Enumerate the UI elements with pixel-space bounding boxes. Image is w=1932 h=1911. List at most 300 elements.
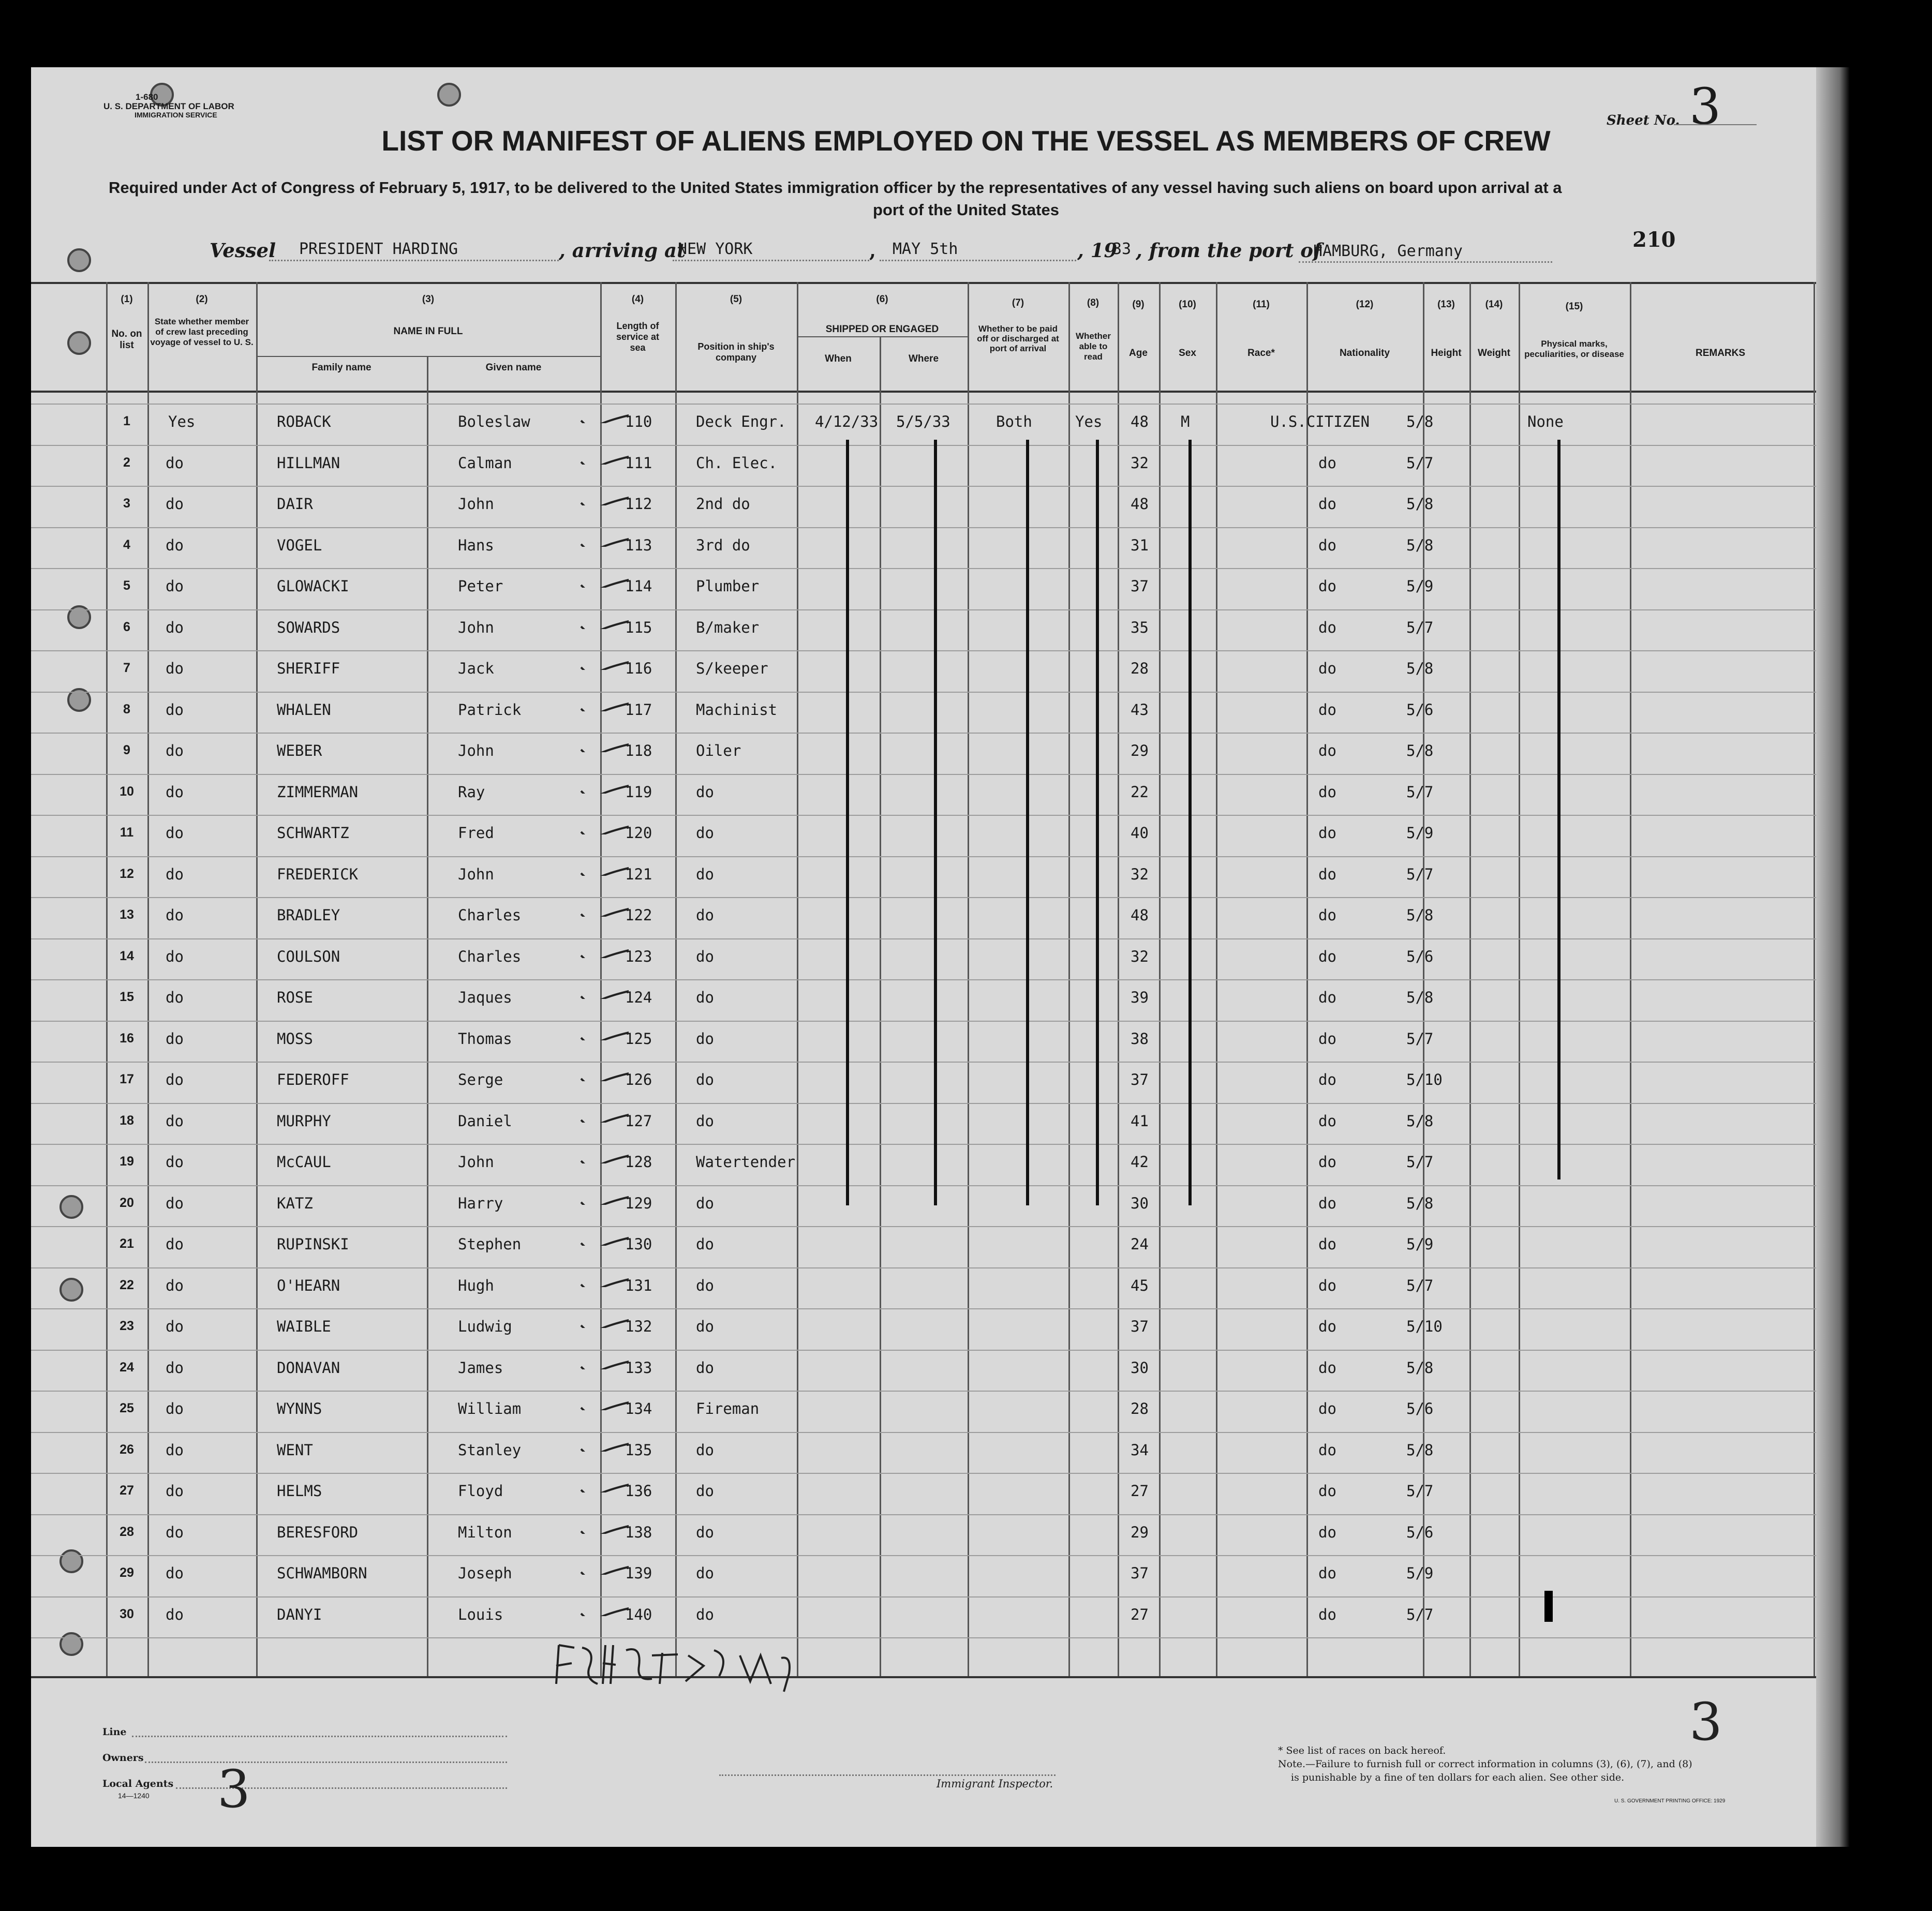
age: 43 [1131, 701, 1149, 719]
service-length: 116 [625, 660, 652, 677]
family-name: SHERIFF [277, 660, 340, 677]
nationality: do [1318, 1071, 1336, 1088]
given-name: Floyd [458, 1482, 503, 1500]
height: 5/7 [1406, 1277, 1434, 1294]
col-11-number: (11) [1253, 299, 1270, 310]
height: 5/7 [1406, 1482, 1434, 1500]
check-mark [572, 485, 629, 505]
check-mark [572, 1184, 629, 1205]
age: 32 [1131, 454, 1149, 472]
col-15-header: Physical marks, peculiarities, or disease [1524, 339, 1624, 359]
check-mark [572, 1513, 629, 1534]
family-name: BRADLEY [277, 906, 340, 924]
position: do [696, 783, 714, 801]
col-1-header: No. on list [111, 329, 142, 351]
age: 48 [1131, 906, 1149, 924]
ditto-line-marks [1557, 440, 1561, 1180]
given-name: Serge [458, 1071, 503, 1088]
previous-voyage: do [166, 1277, 184, 1294]
family-name: SOWARDS [277, 619, 340, 636]
arrival-port: NEW YORK [678, 240, 753, 258]
position: do [696, 1359, 714, 1377]
given-name: Louis [458, 1606, 503, 1623]
family-name: GLOWACKI [277, 577, 349, 595]
col-8-header: Whether able to read [1076, 331, 1111, 362]
nationality: do [1318, 1195, 1336, 1212]
position: Machinist [696, 701, 778, 719]
sheet-label: Sheet No. [1607, 113, 1680, 128]
col-10-number: (10) [1179, 299, 1196, 310]
row-rule [31, 1062, 1816, 1063]
check-mark [572, 814, 629, 834]
row-number: 15 [120, 990, 134, 1004]
row-rule [31, 1432, 1816, 1433]
service-length: 138 [625, 1524, 652, 1541]
previous-voyage: do [166, 948, 184, 965]
nationality: do [1318, 1030, 1336, 1048]
position: Deck Engr. [696, 413, 786, 430]
previous-voyage: do [166, 865, 184, 883]
family-name: VOGEL [277, 536, 322, 554]
col-13-number: (13) [1437, 299, 1455, 310]
owners-field[interactable] [145, 1761, 507, 1763]
family-name: ROBACK [277, 413, 331, 430]
sex: M [1181, 413, 1190, 430]
service-length: 118 [625, 742, 652, 759]
ditto-line-when [846, 440, 849, 1205]
given-name: Charles [458, 906, 522, 924]
row-rule [31, 856, 1816, 857]
previous-voyage: do [166, 742, 184, 759]
row-number: 20 [120, 1196, 134, 1210]
given-name: Boleslaw [458, 413, 530, 430]
previous-voyage: do [166, 454, 184, 472]
height: 5/10 [1406, 1071, 1443, 1088]
previous-voyage: do [166, 1318, 184, 1335]
height: 5/9 [1406, 1564, 1434, 1582]
given-name: Patrick [458, 701, 522, 719]
family-name: SCHWAMBORN [277, 1564, 367, 1582]
previous-voyage: do [166, 783, 184, 801]
given-name: Hans [458, 536, 494, 554]
col-13-header: Height [1431, 348, 1462, 359]
nationality: do [1318, 1318, 1336, 1335]
corner-mark: 3 [1689, 1692, 1722, 1752]
service-length: 129 [625, 1195, 652, 1212]
age: 27 [1131, 1482, 1149, 1500]
position: B/maker [696, 619, 760, 636]
row-rule [31, 609, 1816, 610]
age: 45 [1131, 1277, 1149, 1294]
previous-voyage: do [166, 989, 184, 1006]
family-name: WYNNS [277, 1400, 322, 1417]
col-2-header: State whether member of crew last preceding voyage of vessel to U. S. [150, 317, 254, 347]
check-mark [572, 691, 629, 711]
previous-voyage: do [166, 824, 184, 842]
col-14-number: (14) [1485, 299, 1503, 310]
inspector-signature-line[interactable] [719, 1774, 1056, 1776]
row-rule [31, 1555, 1816, 1556]
vessel-name: PRESIDENT HARDING [299, 240, 458, 258]
inspector-initials-scribble [548, 1635, 818, 1697]
row-rule [31, 650, 1816, 651]
position: Plumber [696, 577, 760, 595]
position: do [696, 1277, 714, 1294]
subheader-divider [797, 336, 968, 337]
family-name: SCHWARTZ [277, 824, 349, 842]
nationality: do [1318, 1359, 1336, 1377]
height: 5/8 [1406, 1195, 1434, 1212]
height: 5/7 [1406, 1606, 1434, 1623]
check-mark [572, 444, 629, 465]
given-name: William [458, 1400, 522, 1417]
check-mark [572, 896, 629, 917]
service-length: 114 [625, 577, 652, 595]
age: 48 [1131, 413, 1149, 430]
height: 5/8 [1406, 1359, 1434, 1377]
date-comma: , [869, 239, 876, 262]
check-mark [572, 1390, 629, 1410]
nationality: do [1318, 742, 1336, 759]
row-rule [31, 1514, 1816, 1515]
check-mark [572, 1143, 629, 1163]
col-5-header: Position in ship's company [697, 341, 775, 363]
sheet-number: 3 [1689, 78, 1721, 136]
previous-voyage: do [166, 619, 184, 636]
nationality: do [1318, 906, 1336, 924]
row-number: 6 [123, 620, 130, 634]
row-rule [31, 1021, 1816, 1022]
check-mark [572, 1472, 629, 1492]
form-number: 1-680 [136, 92, 158, 102]
previous-voyage: do [166, 1030, 184, 1048]
col-5-number: (5) [730, 294, 742, 305]
previous-voyage: do [166, 1071, 184, 1088]
row-rule [31, 979, 1816, 980]
col-4-number: (4) [631, 294, 644, 305]
check-mark [572, 608, 629, 629]
col-6a-header: When [825, 353, 852, 364]
position: do [696, 1606, 714, 1623]
position: do [696, 948, 714, 965]
line-label: Line [102, 1726, 127, 1738]
age: 27 [1131, 1606, 1149, 1623]
height: 5/7 [1406, 1030, 1434, 1048]
check-mark [572, 1431, 629, 1452]
given-name: Calman [458, 454, 512, 472]
height: 5/9 [1406, 824, 1434, 842]
row-number: 29 [120, 1565, 134, 1580]
age: 39 [1131, 989, 1149, 1006]
age: 28 [1131, 660, 1149, 677]
paid-off: Both [996, 413, 1032, 430]
height: 5/8 [1406, 1441, 1434, 1459]
row-number: 4 [123, 538, 130, 552]
service-length: 126 [625, 1071, 652, 1088]
row-rule [31, 1144, 1816, 1145]
table-bottom-border [31, 1676, 1816, 1678]
height: 5/8 [1406, 906, 1434, 924]
age: 41 [1131, 1112, 1149, 1130]
position: do [696, 1482, 714, 1500]
row-rule [31, 774, 1816, 775]
nationality: do [1318, 865, 1336, 883]
row-number: 8 [123, 702, 130, 716]
service-length: 128 [625, 1153, 652, 1171]
row-number: 14 [120, 949, 134, 963]
given-name: John [458, 1153, 494, 1171]
position: 2nd do [696, 495, 750, 513]
given-name: John [458, 619, 494, 636]
given-name: Jack [458, 660, 494, 677]
nationality: do [1318, 1235, 1336, 1253]
family-name: HELMS [277, 1482, 322, 1500]
line-field[interactable] [132, 1736, 507, 1737]
service-length: 132 [625, 1318, 652, 1335]
family-name: COULSON [277, 948, 340, 965]
ditto-line-sex [1188, 440, 1192, 1205]
check-mark [572, 773, 629, 794]
position: Oiler [696, 742, 741, 759]
nationality: do [1318, 454, 1336, 472]
nationality: do [1318, 536, 1336, 554]
given-name: Peter [458, 577, 503, 595]
given-name: John [458, 495, 494, 513]
service-length: 120 [625, 824, 652, 842]
column-divider [880, 336, 881, 1676]
stamp-number: 210 [1632, 228, 1676, 252]
given-name: Milton [458, 1524, 512, 1541]
service-length: 136 [625, 1482, 652, 1500]
nationality: do [1318, 660, 1336, 677]
position: do [696, 1071, 714, 1088]
height: 5/8 [1406, 742, 1434, 759]
family-name: McCAUL [277, 1153, 331, 1171]
age: 29 [1131, 742, 1149, 759]
family-name: DONAVAN [277, 1359, 340, 1377]
family-name: WEBER [277, 742, 322, 759]
service-length: 110 [625, 413, 652, 430]
given-name: Joseph [458, 1564, 512, 1582]
subtitle-line-2: port of the United States [873, 201, 1059, 219]
age: 37 [1131, 577, 1149, 595]
row-number: 13 [120, 907, 134, 922]
given-name: Jaques [458, 989, 512, 1006]
row-rule [31, 568, 1816, 569]
row-number: 7 [123, 661, 130, 675]
vessel-label: Vessel [210, 239, 276, 262]
previous-voyage: do [166, 1195, 184, 1212]
height: 5/8 [1406, 660, 1434, 677]
service-label: IMMIGRATION SERVICE [135, 111, 217, 119]
previous-voyage: do [166, 1524, 184, 1541]
position: do [696, 989, 714, 1006]
check-mark [572, 937, 629, 958]
family-name: FEDEROFF [277, 1071, 349, 1088]
departure-port: HAMBURG, Germany [1313, 242, 1463, 260]
nationality: do [1318, 495, 1336, 513]
owners-label: Owners [102, 1752, 144, 1764]
nationality: U.S.CITIZEN [1270, 413, 1370, 430]
column-divider [427, 356, 428, 1676]
position: Watertender [696, 1153, 796, 1171]
penalty-note-1: Note.—Failure to furnish full or correct information in columns (3), (6), (7), and (8) [1278, 1758, 1692, 1770]
age: 30 [1131, 1359, 1149, 1377]
family-name: WAIBLE [277, 1318, 331, 1335]
service-length: 125 [625, 1030, 652, 1048]
position: do [696, 824, 714, 842]
service-length: 119 [625, 783, 652, 801]
row-rule [31, 1226, 1816, 1227]
age: 37 [1131, 1564, 1149, 1582]
shipped-where: 5/5/33 [896, 413, 950, 430]
given-name: Daniel [458, 1112, 512, 1130]
given-name: Stanley [458, 1441, 522, 1459]
row-rule [31, 445, 1816, 446]
given-name: Harry [458, 1195, 503, 1212]
check-mark [572, 526, 629, 547]
service-length: 139 [625, 1564, 652, 1582]
row-rule [31, 692, 1816, 693]
height: 5/8 [1406, 413, 1434, 430]
previous-voyage: do [166, 906, 184, 924]
col-3a-header: Family name [311, 362, 371, 373]
row-number: 10 [120, 784, 134, 799]
family-name: FREDERICK [277, 865, 359, 883]
previous-voyage: do [166, 1235, 184, 1253]
age: 24 [1131, 1235, 1149, 1253]
age: 48 [1131, 495, 1149, 513]
previous-voyage: do [166, 1400, 184, 1417]
check-mark [572, 1349, 629, 1369]
previous-voyage: Yes [168, 413, 196, 430]
row-rule [31, 1185, 1816, 1186]
nationality: do [1318, 1564, 1336, 1582]
nationality: do [1318, 1524, 1336, 1541]
age: 22 [1131, 783, 1149, 801]
previous-voyage: do [166, 1482, 184, 1500]
check-mark [572, 1266, 629, 1287]
nationality: do [1318, 1441, 1336, 1459]
position: do [696, 865, 714, 883]
col-9-number: (9) [1132, 299, 1145, 310]
given-name: Fred [458, 824, 494, 842]
given-name: Stephen [458, 1235, 522, 1253]
family-name: WHALEN [277, 701, 331, 719]
col-3-header: NAME IN FULL [393, 326, 463, 337]
given-name: John [458, 742, 494, 759]
previous-voyage: do [166, 660, 184, 677]
year-prefix: , 19 [1077, 239, 1118, 262]
agents-handwritten-mark: 3 [217, 1759, 250, 1819]
family-name: RUPINSKI [277, 1235, 349, 1253]
form-code: 14—1240 [118, 1791, 150, 1800]
height: 5/9 [1406, 577, 1434, 595]
age: 28 [1131, 1400, 1149, 1417]
family-name: BERESFORD [277, 1524, 359, 1541]
row-number: 24 [120, 1360, 134, 1375]
row-number: 11 [120, 825, 134, 840]
row-number: 19 [120, 1154, 134, 1169]
family-name: KATZ [277, 1195, 313, 1212]
family-name: DANYI [277, 1606, 322, 1623]
row-rule [31, 733, 1816, 734]
service-length: 130 [625, 1235, 652, 1253]
height: 5/6 [1406, 1524, 1434, 1541]
col-12-header: Nationality [1339, 348, 1390, 359]
age: 32 [1131, 948, 1149, 965]
col-12-number: (12) [1356, 299, 1374, 310]
height: 5/10 [1406, 1318, 1443, 1335]
col-3b-header: Given name [485, 362, 542, 373]
nationality: do [1318, 1153, 1336, 1171]
given-name: Thomas [458, 1030, 512, 1048]
shipped-when: 4/12/33 [815, 413, 879, 430]
row-rule [31, 1103, 1816, 1104]
service-length: 131 [625, 1277, 652, 1294]
col-9-header: Age [1129, 348, 1148, 359]
check-mark [572, 855, 629, 876]
age: 37 [1131, 1318, 1149, 1335]
nationality: do [1318, 1112, 1336, 1130]
nationality: do [1318, 619, 1336, 636]
nationality: do [1318, 701, 1336, 719]
given-name: Ludwig [458, 1318, 512, 1335]
col-7-number: (7) [1012, 297, 1024, 308]
family-name: O'HEARN [277, 1277, 340, 1294]
position: do [696, 1318, 714, 1335]
height: 5/8 [1406, 536, 1434, 554]
row-number: 12 [120, 867, 134, 881]
family-name: ZIMMERMAN [277, 783, 359, 801]
col-6-number: (6) [876, 294, 888, 305]
height: 5/8 [1406, 1112, 1434, 1130]
col-8-number: (8) [1087, 297, 1099, 308]
row-rule [31, 1473, 1816, 1474]
arriving-label: , arriving at [559, 239, 686, 262]
height: 5/6 [1406, 701, 1434, 719]
previous-voyage: do [166, 1564, 184, 1582]
subtitle-line-1: Required under Act of Congress of February 5, 1917, to be delivered to the United States immigration officer by the representatives of any vessel having such aliens on board upon arrival at a [109, 178, 1562, 197]
row-rule [31, 1308, 1816, 1309]
height: 5/7 [1406, 865, 1434, 883]
check-mark [572, 402, 629, 423]
row-number: 16 [120, 1031, 134, 1046]
service-length: 127 [625, 1112, 652, 1130]
row-rule [31, 486, 1816, 487]
position: do [696, 1030, 714, 1048]
row-number: 28 [120, 1525, 134, 1539]
service-length: 115 [625, 619, 652, 636]
previous-voyage: do [166, 701, 184, 719]
previous-voyage: do [166, 577, 184, 595]
nationality: do [1318, 577, 1336, 595]
previous-voyage: do [166, 536, 184, 554]
family-name: WENT [277, 1441, 313, 1459]
ink-blot [1544, 1591, 1553, 1622]
previous-voyage: do [166, 1112, 184, 1130]
position: do [696, 906, 714, 924]
check-mark [572, 1307, 629, 1328]
col-10-header: Sex [1179, 348, 1196, 359]
col-4-header: Length of service at sea [616, 321, 660, 353]
check-mark [572, 1102, 629, 1123]
from-label: , from the port of [1136, 239, 1321, 262]
inspector-label: Immigrant Inspector. [937, 1778, 1053, 1790]
age: 37 [1131, 1071, 1149, 1088]
col-6-header: SHIPPED OR ENGAGED [825, 324, 939, 335]
height: 5/7 [1406, 783, 1434, 801]
